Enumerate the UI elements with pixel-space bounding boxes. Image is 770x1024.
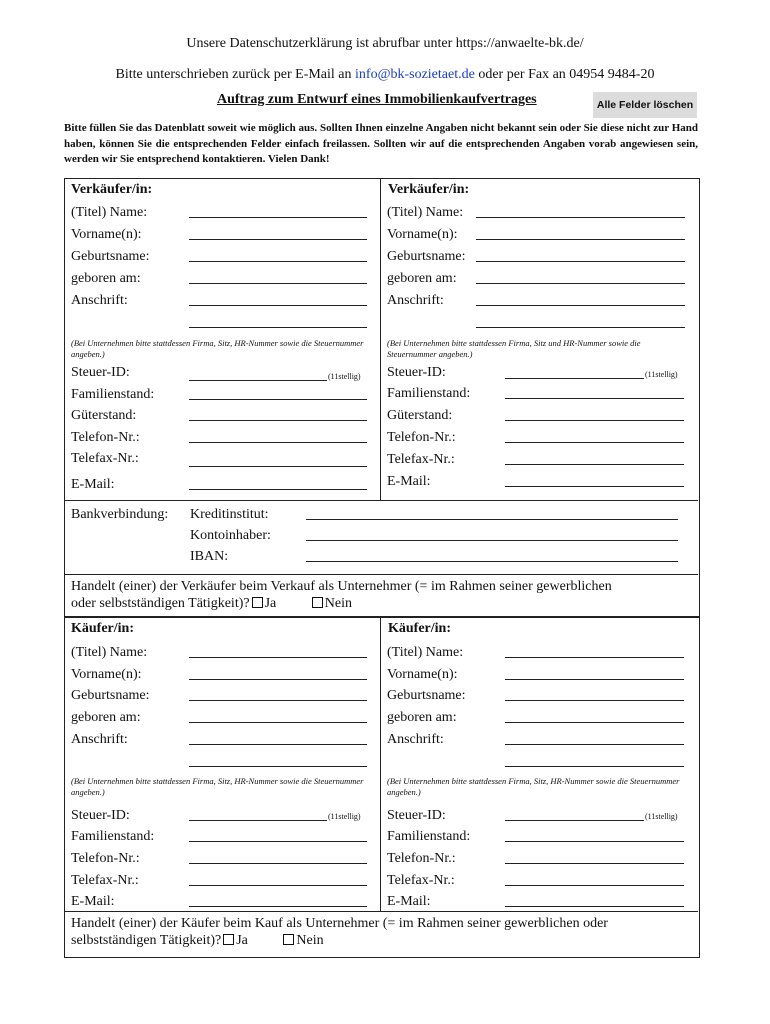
intro-text: Bitte füllen Sie das Datenblatt soweit wie möglich aus. Sollten Ihnen einzelne Angaben nicht bekannt sein oder Sie diese nicht zur Hand haben, können Sie die entsprechenden Felder einfach freilassen. Sollten wir auf die entsprechenden Angaben vorab angewiesen sein, werden wir Sie entsprechend kontaktieren. Vielen Dank! bbox=[64, 122, 698, 165]
buyer1-birthname-field[interactable] bbox=[189, 700, 367, 701]
seller1-marital-field[interactable] bbox=[189, 399, 367, 400]
buyer-no-label: Nein bbox=[296, 933, 324, 948]
label-bank: Bankverbindung: bbox=[71, 507, 169, 522]
seller1-birthdate-field[interactable] bbox=[189, 283, 367, 284]
seller-no-label: Nein bbox=[324, 596, 352, 611]
label-address: Anschrift: bbox=[71, 293, 128, 308]
label-marital: Familienstand: bbox=[71, 387, 155, 402]
label-address: Anschrift: bbox=[71, 732, 128, 747]
seller2-email-field[interactable] bbox=[505, 486, 684, 487]
buyer2-address-field-1[interactable] bbox=[505, 744, 684, 745]
buyer1-taxid-field[interactable] bbox=[189, 820, 327, 821]
buyer2-taxid-field[interactable] bbox=[505, 820, 644, 821]
label-phone: Telefon-Nr.: bbox=[387, 851, 456, 866]
seller2-firstname-field[interactable] bbox=[476, 239, 685, 240]
seller1-birthname-field[interactable] bbox=[189, 261, 367, 262]
buyer-heading-right: Käufer/in: bbox=[388, 621, 451, 636]
buyer1-name-field[interactable] bbox=[189, 657, 367, 658]
label-tax-id: Steuer-ID: bbox=[387, 365, 446, 380]
label-email: E-Mail: bbox=[71, 894, 115, 909]
buyer2-fax-field[interactable] bbox=[505, 885, 684, 886]
privacy-notice: Unsere Datenschutzerklärung ist abrufbar unter https://anwaelte-bk.de/ bbox=[186, 36, 584, 51]
buyer1-birthdate-field[interactable] bbox=[189, 722, 367, 723]
seller-heading-right: Verkäufer/in: bbox=[388, 182, 470, 197]
label-fax: Telefax-Nr.: bbox=[387, 873, 455, 888]
label-first-name: Vorname(n): bbox=[387, 227, 458, 242]
seller1-regime-field[interactable] bbox=[189, 420, 367, 421]
label-marital: Familienstand: bbox=[71, 829, 155, 844]
seller1-address-field-1[interactable] bbox=[189, 305, 367, 306]
seller-heading-left: Verkäufer/in: bbox=[71, 182, 153, 197]
label-born-on: geboren am: bbox=[387, 271, 457, 286]
buyer-yes-label: Ja bbox=[236, 933, 248, 948]
buyer-no-checkbox[interactable] bbox=[283, 934, 294, 945]
label-fax: Telefax-Nr.: bbox=[71, 873, 139, 888]
buyer-business-question: Handelt (einer) der Käufer beim Kauf als Unternehmer (= im Rahmen seiner gewerblichen oder bbox=[71, 916, 608, 931]
seller1-fax-field[interactable] bbox=[189, 466, 367, 467]
seller1-address-field-2[interactable] bbox=[189, 327, 367, 328]
buyer1-fax-field[interactable] bbox=[189, 885, 367, 886]
label-birth-name: Geburtsname: bbox=[387, 688, 466, 703]
label-title-name: (Titel) Name: bbox=[71, 205, 148, 220]
label-tax-id: Steuer-ID: bbox=[387, 808, 446, 823]
seller-note-right: (Bei Unternehmen bitte stattdessen Firma, Sitz und HR-Nummer sowie die Steuernummer angeben.) bbox=[387, 338, 641, 359]
seller2-birthdate-field[interactable] bbox=[476, 283, 685, 284]
buyer-heading-left: Käufer/in: bbox=[71, 621, 134, 636]
buyer-note-right: (Bei Unternehmen bitte stattdessen Firma, Sitz, HR-Nummer sowie die Steuernummer angeben.) bbox=[387, 776, 680, 797]
seller-business-question-line2 bbox=[71, 596, 352, 612]
seller1-email-field[interactable] bbox=[189, 489, 367, 490]
label-phone: Telefon-Nr.: bbox=[71, 851, 140, 866]
seller-yes-checkbox[interactable] bbox=[252, 597, 263, 608]
tax-id-hint: (11stellig) bbox=[328, 372, 361, 381]
label-iban: IBAN: bbox=[190, 549, 229, 564]
buyer2-name-field[interactable] bbox=[505, 657, 684, 658]
clear-all-fields-button[interactable]: Alle Felder löschen bbox=[593, 92, 697, 118]
seller2-name-field[interactable] bbox=[476, 217, 685, 218]
label-birth-name: Geburtsname: bbox=[71, 249, 150, 264]
buyer-note-left: (Bei Unternehmen bitte stattdessen Firma, Sitz, HR-Nummer sowie die Steuernummer angeben.) bbox=[71, 776, 364, 797]
seller2-birthname-field[interactable] bbox=[476, 261, 685, 262]
page-title: Auftrag zum Entwurf eines Immobilienkaufvertrages bbox=[217, 92, 537, 107]
tax-id-hint: (11stellig) bbox=[328, 812, 361, 821]
seller2-taxid-field[interactable] bbox=[505, 378, 644, 379]
sign-instruction bbox=[0, 67, 770, 83]
label-tax-id: Steuer-ID: bbox=[71, 808, 130, 823]
seller2-address-field-1[interactable] bbox=[476, 305, 685, 306]
label-email: E-Mail: bbox=[387, 474, 431, 489]
buyer2-address-field-2[interactable] bbox=[505, 766, 684, 767]
buyer1-marital-field[interactable] bbox=[189, 841, 367, 842]
buyer2-email-field[interactable] bbox=[505, 906, 684, 907]
buyer2-birthname-field[interactable] bbox=[505, 700, 684, 701]
label-title-name: (Titel) Name: bbox=[387, 645, 464, 660]
seller1-phone-field[interactable] bbox=[189, 442, 367, 443]
buyer-divider bbox=[380, 616, 381, 911]
label-born-on: geboren am: bbox=[71, 271, 141, 286]
seller2-address-field-2[interactable] bbox=[476, 327, 685, 328]
bank-divider bbox=[64, 500, 698, 501]
seller1-firstname-field[interactable] bbox=[189, 239, 367, 240]
buyer-question-divider bbox=[64, 911, 698, 912]
buyer1-address-field-1[interactable] bbox=[189, 744, 367, 745]
tax-id-hint: (11stellig) bbox=[645, 370, 678, 379]
label-born-on: geboren am: bbox=[71, 710, 141, 725]
seller-question-tail: oder selbstständigen Tätigkeit)? bbox=[71, 596, 250, 611]
label-marital: Familienstand: bbox=[387, 386, 471, 401]
label-fax: Telefax-Nr.: bbox=[387, 452, 455, 467]
seller-business-question: Handelt (einer) der Verkäufer beim Verkauf als Unternehmer (= im Rahmen seiner gewerblichen bbox=[71, 579, 612, 594]
label-email: E-Mail: bbox=[71, 477, 115, 492]
label-address: Anschrift: bbox=[387, 732, 444, 747]
seller2-marital-field[interactable] bbox=[505, 398, 684, 399]
label-title-name: (Titel) Name: bbox=[387, 205, 464, 220]
seller2-regime-field[interactable] bbox=[505, 420, 684, 421]
email-link[interactable]: info@bk-sozietaet.de bbox=[355, 67, 475, 82]
bank-institute-field[interactable] bbox=[306, 519, 678, 520]
label-first-name: Vorname(n): bbox=[71, 227, 142, 242]
sign-prefix: Bitte unterschrieben zurück per E-Mail an bbox=[115, 67, 352, 82]
question-divider bbox=[64, 574, 698, 575]
buyer1-phone-field[interactable] bbox=[189, 863, 367, 864]
seller2-phone-field[interactable] bbox=[505, 442, 684, 443]
label-birth-name: Geburtsname: bbox=[71, 688, 150, 703]
label-phone: Telefon-Nr.: bbox=[71, 430, 140, 445]
sign-suffix: oder per Fax an 04954 9484-20 bbox=[478, 67, 655, 82]
label-tax-id: Steuer-ID: bbox=[71, 365, 130, 380]
label-birth-name: Geburtsname: bbox=[387, 249, 466, 264]
label-address: Anschrift: bbox=[387, 293, 444, 308]
label-regime: Güterstand: bbox=[387, 408, 453, 423]
bank-iban-field[interactable] bbox=[306, 561, 678, 562]
seller-no-checkbox[interactable] bbox=[312, 597, 323, 608]
buyer-question-tail: selbstständigen Tätigkeit)? bbox=[71, 933, 222, 948]
label-marital: Familienstand: bbox=[387, 829, 471, 844]
buyer2-firstname-field[interactable] bbox=[505, 679, 684, 680]
label-regime: Güterstand: bbox=[71, 408, 137, 423]
buyer-business-question-line2 bbox=[71, 933, 324, 949]
label-institute: Kreditinstitut: bbox=[190, 507, 269, 522]
seller2-fax-field[interactable] bbox=[505, 464, 684, 465]
label-holder: Kontoinhaber: bbox=[190, 528, 271, 543]
buyer-yes-checkbox[interactable] bbox=[223, 934, 234, 945]
buyer2-phone-field[interactable] bbox=[505, 863, 684, 864]
seller-divider bbox=[380, 178, 381, 500]
buyer2-marital-field[interactable] bbox=[505, 841, 684, 842]
label-fax: Telefax-Nr.: bbox=[71, 451, 139, 466]
label-title-name: (Titel) Name: bbox=[71, 645, 148, 660]
seller1-name-field[interactable] bbox=[189, 217, 367, 218]
seller-yes-label: Ja bbox=[264, 596, 277, 611]
buyer2-birthdate-field[interactable] bbox=[505, 722, 684, 723]
buyer1-firstname-field[interactable] bbox=[189, 679, 367, 680]
label-first-name: Vorname(n): bbox=[71, 667, 142, 682]
bank-holder-field[interactable] bbox=[306, 540, 678, 541]
seller-note-left: (Bei Unternehmen bitte stattdessen Firma, Sitz, HR-Nummer sowie die Steuernummer angeben.) bbox=[71, 338, 364, 359]
buyer1-email-field[interactable] bbox=[189, 906, 367, 907]
label-phone: Telefon-Nr.: bbox=[387, 430, 456, 445]
label-first-name: Vorname(n): bbox=[387, 667, 458, 682]
buyer1-address-field-2[interactable] bbox=[189, 766, 367, 767]
tax-id-hint: (11stellig) bbox=[645, 812, 678, 821]
label-email: E-Mail: bbox=[387, 894, 431, 909]
label-born-on: geboren am: bbox=[387, 710, 457, 725]
seller1-taxid-field[interactable] bbox=[189, 380, 327, 381]
